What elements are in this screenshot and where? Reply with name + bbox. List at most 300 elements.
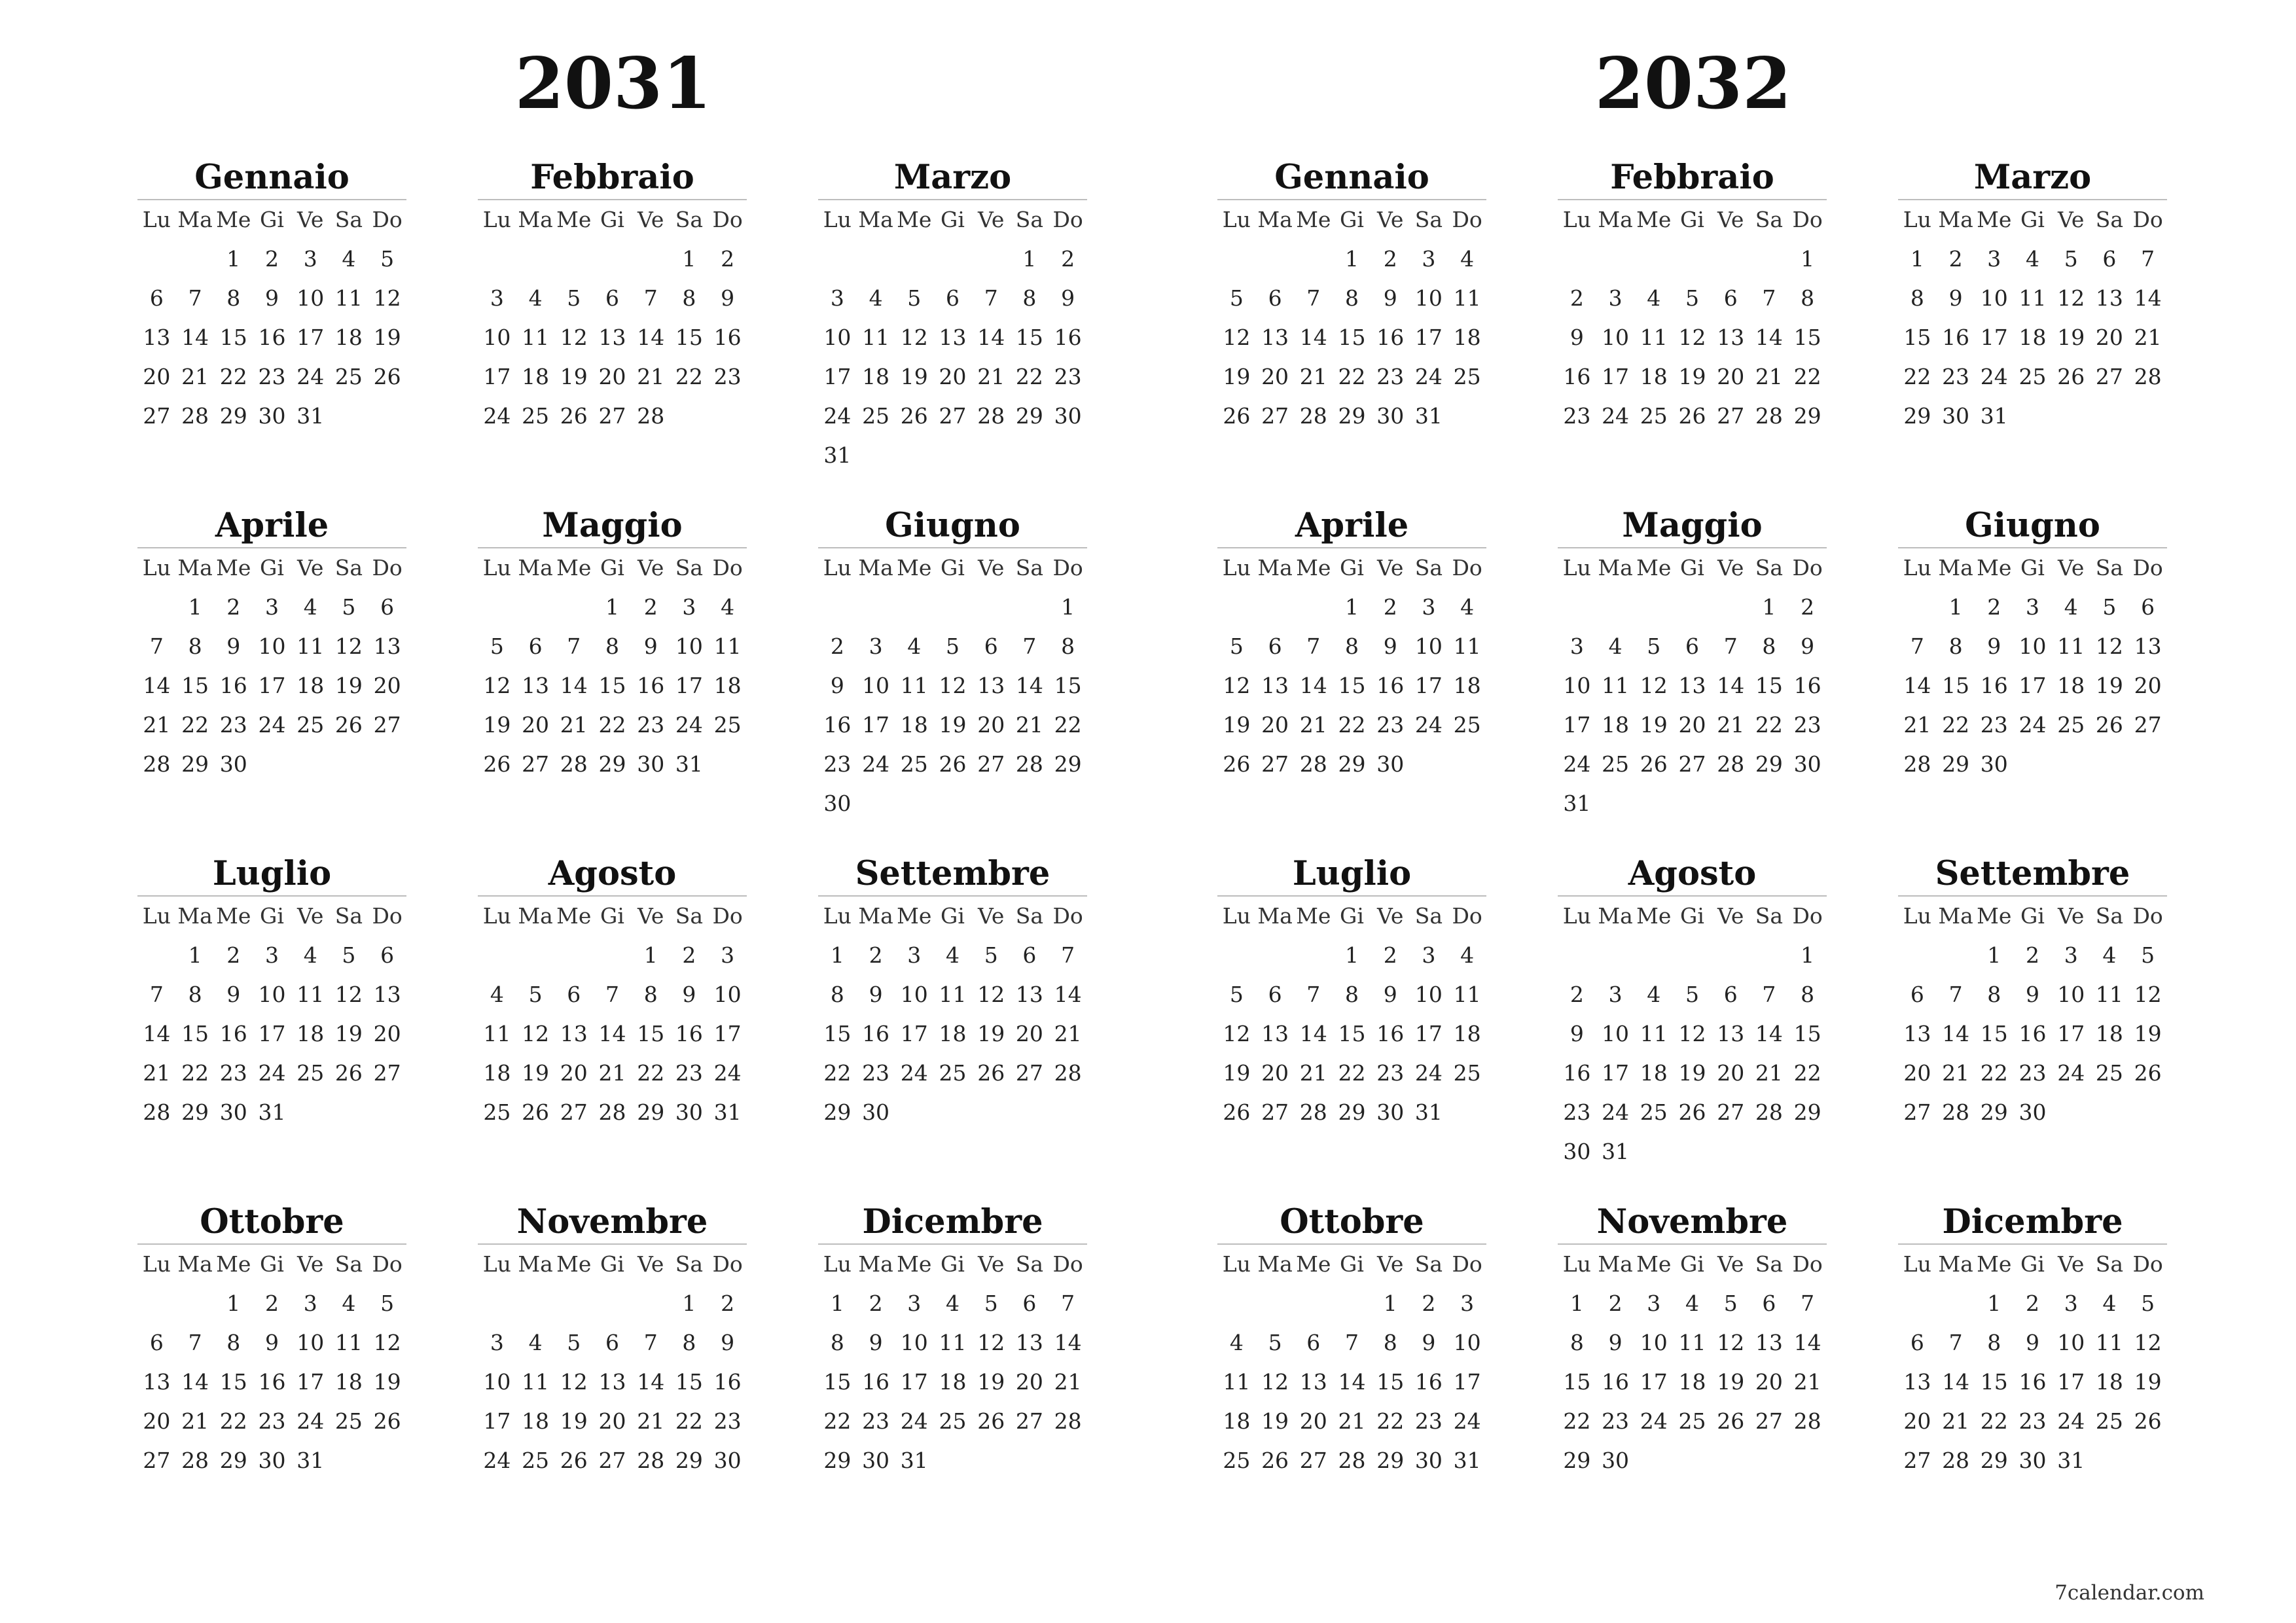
day-cell: 13 xyxy=(1015,982,1043,1007)
day-cell: 27 xyxy=(598,403,626,429)
day-cell: 3 xyxy=(1422,246,1436,272)
day-cell: 4 xyxy=(1685,1291,1699,1316)
day-cell: 30 xyxy=(1054,403,1082,429)
weekday-header: Lu xyxy=(1222,903,1251,929)
day-cell: 25 xyxy=(1223,1448,1251,1473)
day-cell: 8 xyxy=(682,285,696,311)
day-cell: 31 xyxy=(1563,791,1591,816)
day-cell: 13 xyxy=(373,633,401,659)
day-grid xyxy=(818,897,1087,1132)
weekday-header: Gi xyxy=(941,207,965,232)
day-cell: 24 xyxy=(1453,1408,1481,1434)
weekday-header: Lu xyxy=(142,1251,171,1277)
month-calendar xyxy=(818,156,1087,475)
day-cell: 8 xyxy=(226,285,241,311)
day-cell: 31 xyxy=(713,1099,742,1125)
day-cell: 18 xyxy=(1453,325,1481,350)
day-cell: 12 xyxy=(334,633,363,659)
day-cell: 12 xyxy=(977,1330,1005,1355)
weekday-header: Lu xyxy=(1562,903,1591,929)
day-cell: 6 xyxy=(1022,942,1037,968)
day-cell: 3 xyxy=(1608,982,1623,1007)
day-cell: 5 xyxy=(342,942,356,968)
day-empty xyxy=(818,240,857,279)
day-cell: 9 xyxy=(1570,325,1584,350)
month-calendar xyxy=(818,852,1087,1132)
day-cell: 31 xyxy=(296,1448,325,1473)
day-cell: 17 xyxy=(823,364,852,389)
day-grid xyxy=(137,548,406,784)
weekday-header: Ma xyxy=(1257,207,1293,232)
day-cell: 4 xyxy=(2102,1291,2117,1316)
day-cell: 30 xyxy=(258,1448,286,1473)
day-cell: 27 xyxy=(1261,751,1289,777)
day-cell: 22 xyxy=(1755,712,1783,738)
month-title: Giugno xyxy=(818,504,1087,548)
day-cell: 22 xyxy=(823,1408,852,1434)
day-cell: 22 xyxy=(1793,1060,1821,1086)
day-cell: 19 xyxy=(560,364,588,389)
day-cell: 10 xyxy=(1602,325,1630,350)
day-cell: 18 xyxy=(522,364,550,389)
day-cell: 4 xyxy=(303,942,317,968)
day-cell: 5 xyxy=(2102,594,2117,620)
day-cell: 30 xyxy=(1414,1448,1443,1473)
day-cell: 21 xyxy=(181,364,209,389)
day-grid xyxy=(478,897,747,1132)
day-cell: 22 xyxy=(823,1060,852,1086)
month-calendar xyxy=(1898,1200,2167,1480)
weekday-header: Sa xyxy=(334,207,363,232)
day-empty xyxy=(1673,240,1712,279)
weekday-header: Do xyxy=(372,555,403,580)
day-cell: 25 xyxy=(862,403,890,429)
month-title: Giugno xyxy=(1898,504,2167,548)
day-cell: 13 xyxy=(1261,673,1289,698)
day-cell: 16 xyxy=(713,325,742,350)
day-empty xyxy=(1634,240,1673,279)
weekday-header: Lu xyxy=(823,207,852,232)
day-cell: 31 xyxy=(1980,403,2008,429)
day-cell: 26 xyxy=(483,751,511,777)
day-cell: 7 xyxy=(1723,633,1738,659)
day-cell: 2 xyxy=(869,1291,883,1316)
weekday-header: Lu xyxy=(142,903,171,929)
day-cell: 2 xyxy=(721,246,735,272)
day-grid xyxy=(818,548,1087,823)
day-cell: 6 xyxy=(1268,285,1282,311)
day-cell: 8 xyxy=(1948,633,1963,659)
day-cell: 16 xyxy=(258,325,286,350)
weekday-header: Me xyxy=(1636,207,1672,232)
day-cell: 13 xyxy=(522,673,550,698)
day-cell: 8 xyxy=(188,633,202,659)
day-cell: 28 xyxy=(637,1448,665,1473)
day-cell: 8 xyxy=(682,1330,696,1355)
day-cell: 19 xyxy=(2134,1369,2162,1395)
day-cell: 11 xyxy=(1453,285,1481,311)
day-cell: 14 xyxy=(1717,673,1745,698)
day-cell: 25 xyxy=(939,1408,967,1434)
day-cell: 14 xyxy=(1054,982,1082,1007)
day-cell: 20 xyxy=(143,364,171,389)
day-cell: 2 xyxy=(830,633,844,659)
day-cell: 29 xyxy=(181,1099,209,1125)
weekday-header: Sa xyxy=(2095,903,2124,929)
day-cell: 10 xyxy=(296,1330,325,1355)
day-cell: 8 xyxy=(1987,1330,2001,1355)
weekday-header: Sa xyxy=(1755,903,1784,929)
day-cell: 26 xyxy=(522,1099,550,1125)
day-cell: 27 xyxy=(1015,1060,1043,1086)
day-empty xyxy=(137,240,176,279)
day-cell: 6 xyxy=(2102,246,2117,272)
day-cell: 2 xyxy=(1608,1291,1623,1316)
weekday-header: Ve xyxy=(297,1251,324,1277)
weekday-header: Me xyxy=(1636,1251,1672,1277)
weekday-header: Me xyxy=(897,555,932,580)
day-cell: 3 xyxy=(830,285,844,311)
day-cell: 28 xyxy=(1054,1408,1082,1434)
weekday-header: Ma xyxy=(1938,207,1973,232)
weekday-header: Ma xyxy=(1257,903,1293,929)
day-empty xyxy=(1294,936,1333,975)
day-cell: 2 xyxy=(264,1291,279,1316)
day-cell: 28 xyxy=(1015,751,1043,777)
month-calendar xyxy=(137,156,406,436)
day-cell: 22 xyxy=(1563,1408,1591,1434)
weekday-header: Lu xyxy=(482,903,511,929)
day-empty xyxy=(1898,1284,1937,1323)
weekday-header: Me xyxy=(897,1251,932,1277)
day-cell: 9 xyxy=(1383,285,1397,311)
weekday-header: Ve xyxy=(297,555,324,580)
day-cell: 16 xyxy=(823,712,852,738)
day-cell: 6 xyxy=(1910,1330,1924,1355)
day-cell: 20 xyxy=(1717,364,1745,389)
day-cell: 14 xyxy=(977,325,1005,350)
weekday-header: Do xyxy=(1792,903,1823,929)
day-cell: 28 xyxy=(1054,1060,1082,1086)
weekday-header: Sa xyxy=(675,555,704,580)
day-cell: 1 xyxy=(1061,594,1075,620)
weekday-header: Me xyxy=(897,207,932,232)
weekday-header: Do xyxy=(2132,207,2163,232)
day-cell: 31 xyxy=(258,1099,286,1125)
weekday-header: Lu xyxy=(1903,555,1931,580)
weekday-header: Ma xyxy=(1938,903,1973,929)
weekday-header: Sa xyxy=(1414,1251,1443,1277)
day-cell: 14 xyxy=(1299,325,1327,350)
day-grid xyxy=(137,1245,406,1480)
weekday-header: Ma xyxy=(1598,1251,1633,1277)
weekday-header: Lu xyxy=(823,1251,852,1277)
day-cell: 24 xyxy=(1602,1099,1630,1125)
weekday-header: Lu xyxy=(142,207,171,232)
weekday-header: Sa xyxy=(1414,903,1443,929)
day-cell: 4 xyxy=(2102,942,2117,968)
day-cell: 29 xyxy=(1338,751,1366,777)
day-cell: 5 xyxy=(1685,982,1699,1007)
day-cell: 6 xyxy=(567,982,581,1007)
day-empty xyxy=(1596,936,1635,975)
day-empty xyxy=(478,588,516,627)
day-empty xyxy=(1937,936,1975,975)
day-cell: 4 xyxy=(342,1291,356,1316)
day-cell: 23 xyxy=(862,1408,890,1434)
day-cell: 19 xyxy=(1678,1060,1706,1086)
day-empty xyxy=(478,240,516,279)
day-cell: 15 xyxy=(1338,325,1366,350)
day-cell: 25 xyxy=(1602,751,1630,777)
day-cell: 26 xyxy=(2057,364,2085,389)
weekday-header: Do xyxy=(712,555,743,580)
day-cell: 24 xyxy=(1563,751,1591,777)
day-cell: 18 xyxy=(334,1369,363,1395)
day-cell: 6 xyxy=(2141,594,2155,620)
day-cell: 12 xyxy=(2057,285,2085,311)
day-cell: 7 xyxy=(1344,1330,1359,1355)
day-cell: 15 xyxy=(1015,325,1043,350)
day-empty xyxy=(632,240,670,279)
day-cell: 12 xyxy=(900,325,928,350)
day-cell: 25 xyxy=(2057,712,2085,738)
day-empty xyxy=(972,240,1011,279)
day-cell: 22 xyxy=(1980,1060,2008,1086)
weekday-header: Me xyxy=(1636,555,1672,580)
day-cell: 7 xyxy=(149,633,164,659)
day-empty xyxy=(1256,588,1295,627)
day-cell: 13 xyxy=(560,1021,588,1046)
day-cell: 24 xyxy=(900,1060,928,1086)
weekday-header: Ve xyxy=(1377,903,1404,929)
day-cell: 23 xyxy=(1602,1408,1630,1434)
weekday-header: Me xyxy=(556,1251,592,1277)
day-cell: 9 xyxy=(2025,982,2039,1007)
day-cell: 2 xyxy=(1383,594,1397,620)
day-empty xyxy=(1294,588,1333,627)
day-cell: 30 xyxy=(2018,1448,2047,1473)
day-empty xyxy=(1750,240,1789,279)
day-cell: 9 xyxy=(1383,633,1397,659)
day-cell: 10 xyxy=(1563,673,1591,698)
day-cell: 19 xyxy=(334,673,363,698)
day-cell: 15 xyxy=(1903,325,1931,350)
day-cell: 8 xyxy=(830,982,844,1007)
day-cell: 14 xyxy=(1299,1021,1327,1046)
day-cell: 3 xyxy=(2064,1291,2078,1316)
weekday-header: Sa xyxy=(1755,207,1784,232)
day-cell: 27 xyxy=(1755,1408,1783,1434)
day-cell: 14 xyxy=(637,1369,665,1395)
day-cell: 11 xyxy=(522,325,550,350)
month-title: Luglio xyxy=(1217,852,1486,897)
day-empty xyxy=(632,1284,670,1323)
day-cell: 23 xyxy=(2018,1408,2047,1434)
month-title: Maggio xyxy=(478,504,747,548)
day-cell: 12 xyxy=(1678,325,1706,350)
day-cell: 15 xyxy=(1793,325,1821,350)
day-cell: 30 xyxy=(258,403,286,429)
day-cell: 1 xyxy=(226,246,241,272)
weekday-header: Gi xyxy=(600,555,624,580)
day-cell: 12 xyxy=(560,1369,588,1395)
day-cell: 2 xyxy=(1383,246,1397,272)
day-cell: 13 xyxy=(939,325,967,350)
day-cell: 17 xyxy=(862,712,890,738)
day-cell: 1 xyxy=(1762,594,1776,620)
day-cell: 27 xyxy=(939,403,967,429)
day-cell: 24 xyxy=(2057,1408,2085,1434)
day-cell: 20 xyxy=(1261,712,1289,738)
day-cell: 29 xyxy=(1338,403,1366,429)
day-empty xyxy=(1898,936,1937,975)
day-cell: 5 xyxy=(907,285,922,311)
day-cell: 26 xyxy=(373,1408,401,1434)
weekday-header: Do xyxy=(1452,903,1482,929)
day-cell: 30 xyxy=(862,1448,890,1473)
weekday-header: Sa xyxy=(1414,207,1443,232)
day-empty xyxy=(1217,588,1256,627)
day-cell: 20 xyxy=(1717,1060,1745,1086)
day-grid xyxy=(1898,548,2167,784)
day-cell: 27 xyxy=(1678,751,1706,777)
day-cell: 9 xyxy=(869,1330,883,1355)
day-cell: 12 xyxy=(2134,1330,2162,1355)
day-cell: 28 xyxy=(1903,751,1931,777)
weekday-header: Ma xyxy=(858,555,893,580)
day-cell: 11 xyxy=(939,1330,967,1355)
day-cell: 9 xyxy=(1608,1330,1623,1355)
day-cell: 30 xyxy=(1376,751,1405,777)
day-cell: 4 xyxy=(1460,246,1475,272)
month-calendar xyxy=(137,852,406,1132)
weekday-header: Ve xyxy=(1717,555,1744,580)
day-cell: 20 xyxy=(1015,1369,1043,1395)
day-cell: 30 xyxy=(637,751,665,777)
day-cell: 6 xyxy=(380,942,395,968)
day-cell: 25 xyxy=(1640,1099,1668,1125)
day-cell: 15 xyxy=(1980,1369,2008,1395)
month-calendar xyxy=(818,504,1087,823)
day-empty xyxy=(137,936,176,975)
weekday-header: Do xyxy=(372,207,403,232)
day-cell: 10 xyxy=(1414,633,1443,659)
day-cell: 29 xyxy=(1338,1099,1366,1125)
day-cell: 26 xyxy=(560,1448,588,1473)
day-cell: 28 xyxy=(143,1099,171,1125)
day-cell: 21 xyxy=(1717,712,1745,738)
day-empty xyxy=(1937,1284,1975,1323)
day-cell: 20 xyxy=(373,1021,401,1046)
day-cell: 24 xyxy=(258,712,286,738)
day-empty xyxy=(1558,588,1596,627)
day-cell: 2 xyxy=(1948,246,1963,272)
day-cell: 8 xyxy=(1801,982,1815,1007)
day-cell: 12 xyxy=(1261,1369,1289,1395)
day-cell: 1 xyxy=(1344,246,1359,272)
day-cell: 31 xyxy=(1602,1139,1630,1164)
day-cell: 29 xyxy=(1376,1448,1405,1473)
weekday-header: Sa xyxy=(2095,555,2124,580)
day-cell: 28 xyxy=(1299,403,1327,429)
day-cell: 29 xyxy=(219,1448,247,1473)
day-cell: 13 xyxy=(1015,1330,1043,1355)
day-cell: 26 xyxy=(373,364,401,389)
day-cell: 8 xyxy=(226,1330,241,1355)
day-cell: 5 xyxy=(984,1291,998,1316)
weekday-header: Do xyxy=(372,903,403,929)
day-cell: 14 xyxy=(637,325,665,350)
day-cell: 28 xyxy=(977,403,1005,429)
day-cell: 24 xyxy=(823,403,852,429)
day-cell: 15 xyxy=(1980,1021,2008,1046)
day-cell: 14 xyxy=(2134,285,2162,311)
day-cell: 25 xyxy=(713,712,742,738)
day-cell: 13 xyxy=(1717,325,1745,350)
day-cell: 21 xyxy=(1793,1369,1821,1395)
day-cell: 20 xyxy=(560,1060,588,1086)
day-cell: 17 xyxy=(1602,1060,1630,1086)
day-cell: 26 xyxy=(939,751,967,777)
day-cell: 15 xyxy=(1563,1369,1591,1395)
weekday-header: Gi xyxy=(1680,207,1704,232)
day-cell: 26 xyxy=(1223,751,1251,777)
day-cell: 3 xyxy=(907,1291,922,1316)
day-cell: 12 xyxy=(1717,1330,1745,1355)
day-cell: 25 xyxy=(522,403,550,429)
day-cell: 3 xyxy=(1987,246,2001,272)
day-cell: 21 xyxy=(1299,1060,1327,1086)
day-cell: 4 xyxy=(945,942,960,968)
day-cell: 9 xyxy=(1801,633,1815,659)
day-cell: 6 xyxy=(945,285,960,311)
day-cell: 7 xyxy=(1948,982,1963,1007)
weekday-header: Lu xyxy=(1222,1251,1251,1277)
day-cell: 16 xyxy=(1563,1060,1591,1086)
day-cell: 6 xyxy=(1762,1291,1776,1316)
day-cell: 27 xyxy=(522,751,550,777)
weekday-header: Gi xyxy=(2020,903,2045,929)
day-cell: 12 xyxy=(483,673,511,698)
weekday-header: Lu xyxy=(1222,555,1251,580)
day-cell: 16 xyxy=(1563,364,1591,389)
weekday-header: Gi xyxy=(941,555,965,580)
day-cell: 1 xyxy=(1344,594,1359,620)
day-cell: 17 xyxy=(2057,1021,2085,1046)
day-cell: 11 xyxy=(2095,982,2123,1007)
day-cell: 30 xyxy=(1602,1448,1630,1473)
day-cell: 17 xyxy=(900,1021,928,1046)
day-cell: 14 xyxy=(1755,325,1783,350)
month-title: Gennaio xyxy=(1217,156,1486,200)
weekday-header: Me xyxy=(897,903,932,929)
weekday-header: Do xyxy=(1052,903,1083,929)
day-cell: 11 xyxy=(713,633,742,659)
day-cell: 28 xyxy=(1755,403,1783,429)
day-cell: 24 xyxy=(483,1448,511,1473)
day-cell: 11 xyxy=(334,1330,363,1355)
weekday-header: Me xyxy=(556,903,592,929)
day-cell: 5 xyxy=(2064,246,2078,272)
day-cell: 13 xyxy=(1261,325,1289,350)
weekday-header: Do xyxy=(1052,1251,1083,1277)
day-cell: 12 xyxy=(334,982,363,1007)
day-cell: 23 xyxy=(219,712,247,738)
day-cell: 21 xyxy=(2134,325,2162,350)
day-cell: 9 xyxy=(1383,982,1397,1007)
day-cell: 25 xyxy=(1453,364,1481,389)
